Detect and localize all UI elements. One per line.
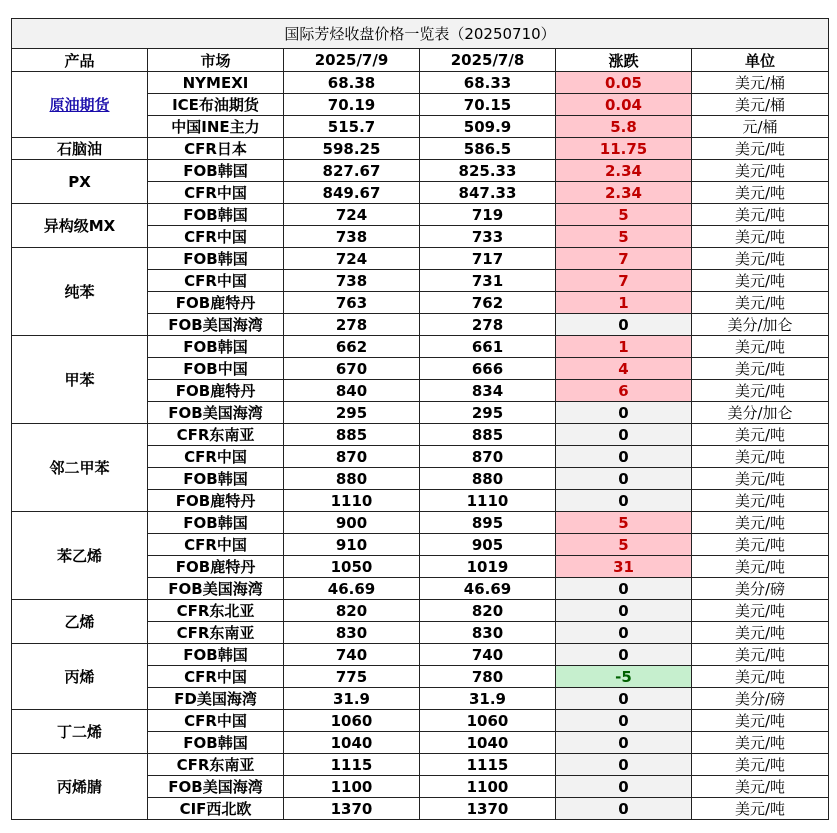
price-date1-cell: 1110 (284, 490, 420, 512)
change-cell: 1 (556, 336, 692, 358)
header-market: 市场 (148, 49, 284, 72)
change-cell: 0 (556, 754, 692, 776)
change-cell: 1 (556, 292, 692, 314)
change-cell: -5 (556, 666, 692, 688)
price-date1-cell: 70.19 (284, 94, 420, 116)
unit-cell: 美元/吨 (692, 534, 829, 556)
change-cell: 31 (556, 556, 692, 578)
price-date2-cell: 847.33 (420, 182, 556, 204)
price-date2-cell: 717 (420, 248, 556, 270)
header-unit: 单位 (692, 49, 829, 72)
price-date2-cell: 733 (420, 226, 556, 248)
product-cell: 丁二烯 (12, 710, 148, 754)
price-date1-cell: 740 (284, 644, 420, 666)
unit-cell: 元/桶 (692, 116, 829, 138)
unit-cell: 美元/吨 (692, 424, 829, 446)
change-cell: 4 (556, 358, 692, 380)
market-cell: FOB韩国 (148, 336, 284, 358)
price-date1-cell: 31.9 (284, 688, 420, 710)
price-date2-cell: 70.15 (420, 94, 556, 116)
product-cell: 甲苯 (12, 336, 148, 424)
price-date1-cell: 900 (284, 512, 420, 534)
price-date2-cell: 905 (420, 534, 556, 556)
price-date1-cell: 515.7 (284, 116, 420, 138)
price-date1-cell: 775 (284, 666, 420, 688)
price-date1-cell: 670 (284, 358, 420, 380)
table-row (12, 512, 829, 534)
market-cell: CIF西北欧 (148, 798, 284, 820)
change-cell: 5 (556, 534, 692, 556)
unit-cell: 美元/吨 (692, 204, 829, 226)
price-date2-cell: 278 (420, 314, 556, 336)
product-cell: 丙烯腈 (12, 754, 148, 820)
change-cell: 6 (556, 380, 692, 402)
price-date1-cell: 598.25 (284, 138, 420, 160)
change-cell: 2.34 (556, 160, 692, 182)
market-cell: CFR东南亚 (148, 424, 284, 446)
price-date1-cell: 849.67 (284, 182, 420, 204)
header-row (12, 49, 829, 72)
product-cell: 苯乙烯 (12, 512, 148, 600)
change-cell: 5.8 (556, 116, 692, 138)
unit-cell: 美分/加仑 (692, 314, 829, 336)
product-cell[interactable] (12, 72, 148, 138)
price-date2-cell: 586.5 (420, 138, 556, 160)
unit-cell: 美元/吨 (692, 446, 829, 468)
unit-cell: 美元/吨 (692, 490, 829, 512)
header-date2: 2025/7/8 (420, 49, 556, 72)
table-row (12, 644, 829, 666)
change-cell: 0 (556, 578, 692, 600)
change-cell: 0 (556, 622, 692, 644)
price-date2-cell: 1370 (420, 798, 556, 820)
market-cell: NYMEXI (148, 72, 284, 94)
price-date1-cell: 724 (284, 248, 420, 270)
change-cell: 7 (556, 270, 692, 292)
market-cell: CFR东南亚 (148, 622, 284, 644)
table-title: 国际芳烃收盘价格一览表（20250710） (12, 19, 829, 49)
market-cell: FOB美国海湾 (148, 776, 284, 798)
price-date2-cell: 731 (420, 270, 556, 292)
market-cell: CFR中国 (148, 534, 284, 556)
price-date2-cell: 830 (420, 622, 556, 644)
table-row (12, 600, 829, 622)
price-date1-cell: 1115 (284, 754, 420, 776)
market-cell: CFR中国 (148, 226, 284, 248)
change-cell: 0.05 (556, 72, 692, 94)
price-date2-cell: 295 (420, 402, 556, 424)
price-date1-cell: 1040 (284, 732, 420, 754)
price-date2-cell: 1115 (420, 754, 556, 776)
product-cell: 石脑油 (12, 138, 148, 160)
unit-cell: 美元/吨 (692, 512, 829, 534)
table-row (12, 336, 829, 358)
price-date1-cell: 840 (284, 380, 420, 402)
change-cell: 0 (556, 490, 692, 512)
unit-cell: 美元/吨 (692, 556, 829, 578)
unit-cell: 美元/吨 (692, 798, 829, 820)
unit-cell: 美元/吨 (692, 270, 829, 292)
market-cell: 中国INE主力 (148, 116, 284, 138)
table-row (12, 424, 829, 446)
price-date2-cell: 870 (420, 446, 556, 468)
market-cell: FOB韩国 (148, 468, 284, 490)
market-cell: FOB美国海湾 (148, 314, 284, 336)
market-cell: ICE布油期货 (148, 94, 284, 116)
product-cell: PX (12, 160, 148, 204)
price-date1-cell: 738 (284, 270, 420, 292)
header-change: 涨跌 (556, 49, 692, 72)
price-date1-cell: 662 (284, 336, 420, 358)
price-date2-cell: 820 (420, 600, 556, 622)
market-cell: CFR东南亚 (148, 754, 284, 776)
unit-cell: 美元/吨 (692, 226, 829, 248)
market-cell: FOB鹿特丹 (148, 556, 284, 578)
change-cell: 0 (556, 776, 692, 798)
unit-cell: 美元/吨 (692, 600, 829, 622)
table-row (12, 138, 829, 160)
header-product: 产品 (12, 49, 148, 72)
change-cell: 0 (556, 600, 692, 622)
unit-cell: 美元/吨 (692, 710, 829, 732)
market-cell: FOB韩国 (148, 248, 284, 270)
price-date2-cell: 1060 (420, 710, 556, 732)
market-cell: FOB美国海湾 (148, 578, 284, 600)
change-cell: 0 (556, 468, 692, 490)
change-cell: 0 (556, 688, 692, 710)
price-date1-cell: 46.69 (284, 578, 420, 600)
market-cell: CFR中国 (148, 270, 284, 292)
change-cell: 0.04 (556, 94, 692, 116)
unit-cell: 美元/吨 (692, 468, 829, 490)
unit-cell: 美元/吨 (692, 182, 829, 204)
change-cell: 0 (556, 402, 692, 424)
price-date1-cell: 68.38 (284, 72, 420, 94)
price-date2-cell: 895 (420, 512, 556, 534)
price-date1-cell: 763 (284, 292, 420, 314)
unit-cell: 美分/磅 (692, 578, 829, 600)
change-cell: 0 (556, 710, 692, 732)
price-date1-cell: 820 (284, 600, 420, 622)
price-date1-cell: 738 (284, 226, 420, 248)
market-cell: CFR中国 (148, 446, 284, 468)
market-cell: FOB韩国 (148, 204, 284, 226)
change-cell: 2.34 (556, 182, 692, 204)
price-date1-cell: 910 (284, 534, 420, 556)
product-cell: 乙烯 (12, 600, 148, 644)
change-cell: 0 (556, 732, 692, 754)
unit-cell: 美元/吨 (692, 622, 829, 644)
price-date1-cell: 827.67 (284, 160, 420, 182)
change-cell: 0 (556, 314, 692, 336)
unit-cell: 美元/吨 (692, 292, 829, 314)
market-cell: CFR中国 (148, 710, 284, 732)
price-date2-cell: 661 (420, 336, 556, 358)
market-cell: CFR中国 (148, 182, 284, 204)
market-cell: FOB中国 (148, 358, 284, 380)
market-cell: FOB韩国 (148, 512, 284, 534)
market-cell: FOB韩国 (148, 160, 284, 182)
unit-cell: 美元/吨 (692, 248, 829, 270)
market-cell: FD美国海湾 (148, 688, 284, 710)
unit-cell: 美元/吨 (692, 138, 829, 160)
price-date1-cell: 880 (284, 468, 420, 490)
unit-cell: 美分/磅 (692, 688, 829, 710)
price-date2-cell: 834 (420, 380, 556, 402)
market-cell: FOB美国海湾 (148, 402, 284, 424)
price-date2-cell: 509.9 (420, 116, 556, 138)
market-cell: CFR中国 (148, 666, 284, 688)
change-cell: 5 (556, 204, 692, 226)
unit-cell: 美元/吨 (692, 160, 829, 182)
unit-cell: 美元/吨 (692, 754, 829, 776)
price-date2-cell: 780 (420, 666, 556, 688)
price-date2-cell: 825.33 (420, 160, 556, 182)
market-cell: CFR日本 (148, 138, 284, 160)
price-date2-cell: 1110 (420, 490, 556, 512)
product-cell: 异构级MX (12, 204, 148, 248)
unit-cell: 美元/吨 (692, 380, 829, 402)
product-cell: 丙烯 (12, 644, 148, 710)
table-body (12, 72, 829, 820)
unit-cell: 美分/加仑 (692, 402, 829, 424)
change-cell: 11.75 (556, 138, 692, 160)
change-cell: 5 (556, 226, 692, 248)
change-cell: 5 (556, 512, 692, 534)
price-date2-cell: 740 (420, 644, 556, 666)
change-cell: 0 (556, 424, 692, 446)
product-link[interactable]: 原油期货 (49, 96, 110, 114)
aromatics-price-table (11, 18, 829, 820)
price-date1-cell: 885 (284, 424, 420, 446)
market-cell: FOB鹿特丹 (148, 490, 284, 512)
change-cell: 7 (556, 248, 692, 270)
market-cell: CFR东北亚 (148, 600, 284, 622)
price-date1-cell: 1100 (284, 776, 420, 798)
product-cell: 纯苯 (12, 248, 148, 336)
price-date1-cell: 295 (284, 402, 420, 424)
price-date1-cell: 830 (284, 622, 420, 644)
unit-cell: 美元/吨 (692, 336, 829, 358)
price-date1-cell: 870 (284, 446, 420, 468)
table-row (12, 72, 829, 94)
product-cell: 邻二甲苯 (12, 424, 148, 512)
price-date2-cell: 1100 (420, 776, 556, 798)
table-row (12, 160, 829, 182)
table-row (12, 710, 829, 732)
price-date2-cell: 68.33 (420, 72, 556, 94)
price-date2-cell: 762 (420, 292, 556, 314)
change-cell: 0 (556, 644, 692, 666)
market-cell: FOB鹿特丹 (148, 292, 284, 314)
table-row (12, 204, 829, 226)
market-cell: FOB鹿特丹 (148, 380, 284, 402)
unit-cell: 美元/吨 (692, 732, 829, 754)
unit-cell: 美元/吨 (692, 644, 829, 666)
unit-cell: 美元/吨 (692, 666, 829, 688)
change-cell: 0 (556, 798, 692, 820)
price-date2-cell: 719 (420, 204, 556, 226)
unit-cell: 美元/桶 (692, 94, 829, 116)
title-row (12, 19, 829, 49)
unit-cell: 美元/桶 (692, 72, 829, 94)
price-date2-cell: 880 (420, 468, 556, 490)
price-date1-cell: 1060 (284, 710, 420, 732)
price-date2-cell: 46.69 (420, 578, 556, 600)
market-cell: FOB韩国 (148, 644, 284, 666)
price-date2-cell: 31.9 (420, 688, 556, 710)
price-date1-cell: 278 (284, 314, 420, 336)
price-date2-cell: 666 (420, 358, 556, 380)
price-date2-cell: 1019 (420, 556, 556, 578)
price-date2-cell: 885 (420, 424, 556, 446)
table-row (12, 248, 829, 270)
price-table-container (11, 18, 829, 820)
price-date1-cell: 1050 (284, 556, 420, 578)
change-cell: 0 (556, 446, 692, 468)
price-date1-cell: 724 (284, 204, 420, 226)
unit-cell: 美元/吨 (692, 358, 829, 380)
header-date1: 2025/7/9 (284, 49, 420, 72)
price-date1-cell: 1370 (284, 798, 420, 820)
price-date2-cell: 1040 (420, 732, 556, 754)
market-cell: FOB韩国 (148, 732, 284, 754)
unit-cell: 美元/吨 (692, 776, 829, 798)
table-row (12, 754, 829, 776)
